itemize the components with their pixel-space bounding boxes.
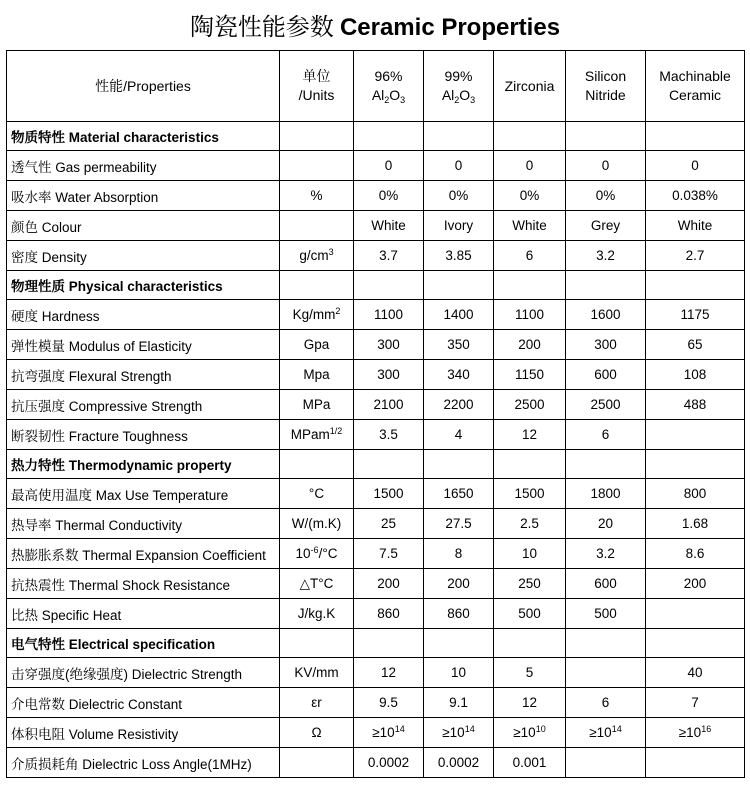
header-silicon-nitride-line2: Nitride: [585, 87, 626, 103]
section-empty-cell: [494, 122, 566, 151]
value-cell: 2500: [566, 390, 646, 420]
value-cell: 1500: [354, 479, 424, 509]
section-empty-cell: [424, 122, 494, 151]
table-row: [7, 599, 745, 629]
header-row: [7, 51, 745, 122]
unit-exponent: 1/2: [329, 426, 343, 436]
header-96-alumina-sub2: 2: [384, 95, 390, 105]
value-cell: 6: [494, 241, 566, 271]
header-silicon-nitride-line1: Silicon: [584, 68, 627, 84]
table-row: [7, 181, 745, 211]
value-cell: 1100: [354, 300, 424, 330]
value-exponent: 14: [464, 724, 475, 734]
header-99-alumina-sub2: 2: [454, 95, 460, 105]
property-cell: 比热 Specific Heat: [7, 599, 280, 629]
value-cell: 3.7: [354, 241, 424, 271]
table-row: [7, 330, 745, 360]
section-row: [7, 450, 745, 479]
property-cell: 透气性 Gas permeability: [7, 151, 280, 181]
value-cell: [646, 420, 745, 450]
section-empty-cell: [354, 271, 424, 300]
property-cell: 抗热震性 Thermal Shock Resistance: [7, 569, 280, 599]
property-cell: 击穿强度(绝缘强度) Dielectric Strength: [7, 658, 280, 688]
value-cell: 0: [424, 151, 494, 181]
header-property: 性能/Properties: [7, 51, 280, 122]
value-cell: 3.5: [354, 420, 424, 450]
value-cell: 0: [494, 151, 566, 181]
unit-text: εr: [311, 695, 322, 710]
value-cell: 2100: [354, 390, 424, 420]
title-en: Ceramic Properties: [339, 14, 561, 41]
value-exponent: 10: [535, 724, 546, 734]
value-cell: 300: [354, 360, 424, 390]
value-cell: 1400: [424, 300, 494, 330]
unit-text: KV/mm: [294, 665, 339, 680]
unit-cell: [280, 569, 354, 599]
section-row: [7, 629, 745, 658]
value-base: ≥10: [442, 725, 465, 740]
unit-text: MPam: [290, 427, 330, 442]
value-cell: 350: [424, 330, 494, 360]
unit-text: △T°C: [299, 575, 334, 591]
header-96-alumina: [354, 51, 424, 122]
section-empty-cell: [424, 629, 494, 658]
unit-text: J/kg.K: [297, 606, 336, 621]
section-title: 物质特性 Material characteristics: [7, 122, 280, 151]
section-empty-cell: [646, 450, 745, 479]
table-row: [7, 748, 745, 778]
value-cell: 25: [354, 509, 424, 539]
section-empty-cell: [494, 629, 566, 658]
unit-base: 10: [295, 546, 311, 561]
unit-text: MPa: [302, 397, 331, 412]
section-empty-cell: [566, 271, 646, 300]
value-cell: 9.1: [424, 688, 494, 718]
value-cell: 40: [646, 658, 745, 688]
header-99-alumina-sub3: 3: [470, 95, 476, 105]
value-cell: 1.68: [646, 509, 745, 539]
unit-cell: [280, 718, 354, 748]
table-row: [7, 509, 745, 539]
unit-exponent: 2: [335, 306, 341, 316]
property-cell: 最高使用温度 Max Use Temperature: [7, 479, 280, 509]
value-cell: 9.5: [354, 688, 424, 718]
value-cell: 200: [494, 330, 566, 360]
property-cell: 介质损耗角 Dielectric Loss Angle(1MHz): [7, 748, 280, 778]
header-units: [280, 51, 354, 122]
table-row: [7, 420, 745, 450]
value-cell: 8: [424, 539, 494, 569]
header-96-alumina-sub3: 3: [400, 95, 406, 105]
value-cell: 800: [646, 479, 745, 509]
header-96-alumina-al: Al: [371, 87, 385, 103]
property-cell: 热膨胀系数 Thermal Expansion Coefficient: [7, 539, 280, 569]
value-cell: 12: [494, 688, 566, 718]
value-cell: 200: [354, 569, 424, 599]
value-cell: 0: [354, 151, 424, 181]
section-empty-cell: [646, 271, 745, 300]
unit-exponent: -6: [310, 545, 319, 555]
value-cell: [566, 748, 646, 778]
property-cell: 抗弯强度 Flexural Strength: [7, 360, 280, 390]
value-cell: 0.038%: [646, 181, 745, 211]
header-99-alumina-o: O: [459, 87, 471, 103]
value-cell: [646, 599, 745, 629]
value-cell: 500: [494, 599, 566, 629]
value-cell: 65: [646, 330, 745, 360]
section-title: 热力特性 Thermodynamic property: [7, 450, 280, 479]
section-empty-cell: [494, 450, 566, 479]
properties-table: [6, 50, 745, 778]
table-row: [7, 151, 745, 181]
section-row: [7, 271, 745, 300]
value-cell: 1800: [566, 479, 646, 509]
value-cell: 0%: [424, 181, 494, 211]
section-empty-cell: [280, 629, 354, 658]
title-cn: 陶瓷性能参数: [189, 13, 334, 41]
value-base: ≥10: [513, 725, 536, 740]
value-cell: 0.001: [494, 748, 566, 778]
property-cell: 介电常数 Dielectric Constant: [7, 688, 280, 718]
value-cell: 3.2: [566, 539, 646, 569]
value-cell: 600: [566, 569, 646, 599]
value-cell: 340: [424, 360, 494, 390]
section-empty-cell: [354, 450, 424, 479]
unit-rest: /°C: [318, 546, 338, 561]
value-cell: [646, 748, 745, 778]
header-machinable-ceramic-line1: Machinable: [659, 68, 731, 84]
unit-cell: [280, 390, 354, 420]
value-cell: 20: [566, 509, 646, 539]
unit-cell: [280, 300, 354, 330]
value-cell: Ivory: [424, 211, 494, 241]
value-cell: 250: [494, 569, 566, 599]
value-exponent: 14: [394, 724, 405, 734]
table-row: [7, 569, 745, 599]
header-96-alumina-o: O: [389, 87, 401, 103]
unit-text: Ω: [311, 725, 322, 740]
section-row: [7, 122, 745, 151]
value-cell: Grey: [566, 211, 646, 241]
value-cell: 300: [354, 330, 424, 360]
section-empty-cell: [566, 629, 646, 658]
value-cell: 1500: [494, 479, 566, 509]
value-cell: 0: [646, 151, 745, 181]
unit-cell: [280, 420, 354, 450]
value-cell: 3.85: [424, 241, 494, 271]
table-row: [7, 211, 745, 241]
unit-cell: [280, 360, 354, 390]
unit-text: Mpa: [303, 367, 330, 382]
page-title: [0, 12, 750, 43]
value-base: ≥10: [589, 725, 612, 740]
value-cell: [494, 718, 566, 748]
header-units-en: /Units: [298, 87, 335, 103]
value-cell: 1175: [646, 300, 745, 330]
value-cell: 5: [494, 658, 566, 688]
property-cell: 体积电阻 Volume Resistivity: [7, 718, 280, 748]
table-row: [7, 241, 745, 271]
table-row: [7, 360, 745, 390]
value-cell: 860: [424, 599, 494, 629]
value-cell: 0.0002: [424, 748, 494, 778]
value-cell: 10: [494, 539, 566, 569]
unit-text: %: [310, 188, 323, 203]
value-cell: 1100: [494, 300, 566, 330]
value-cell: 500: [566, 599, 646, 629]
section-empty-cell: [354, 629, 424, 658]
header-machinable-ceramic-line2: Ceramic: [668, 87, 722, 103]
table-row: [7, 658, 745, 688]
section-title: 电气特性 Electrical specification: [7, 629, 280, 658]
unit-cell: [280, 509, 354, 539]
value-base: ≥10: [372, 725, 395, 740]
unit-cell: [280, 748, 354, 778]
header-96-alumina-line1: 96%: [374, 68, 403, 84]
property-cell: 弹性模量 Modulus of Elasticity: [7, 330, 280, 360]
unit-exponent: 3: [328, 247, 334, 257]
table-row: [7, 539, 745, 569]
section-empty-cell: [354, 122, 424, 151]
header-99-alumina-line1: 99%: [444, 68, 473, 84]
value-cell: 108: [646, 360, 745, 390]
unit-cell: [280, 599, 354, 629]
value-cell: 12: [354, 658, 424, 688]
property-cell: 颜色 Colour: [7, 211, 280, 241]
unit-text: W/(m.K): [291, 516, 342, 531]
value-cell: 600: [566, 360, 646, 390]
value-exponent: 14: [611, 724, 622, 734]
section-empty-cell: [494, 271, 566, 300]
value-cell: 1150: [494, 360, 566, 390]
value-cell: 2200: [424, 390, 494, 420]
value-cell: 200: [424, 569, 494, 599]
table-row: [7, 390, 745, 420]
section-empty-cell: [280, 271, 354, 300]
value-cell: 10: [424, 658, 494, 688]
section-empty-cell: [566, 122, 646, 151]
value-cell: 12: [494, 420, 566, 450]
property-cell: 断裂韧性 Fracture Toughness: [7, 420, 280, 450]
value-cell: White: [494, 211, 566, 241]
section-title: 物理性质 Physical characteristics: [7, 271, 280, 300]
value-cell: 0%: [494, 181, 566, 211]
value-cell: 1650: [424, 479, 494, 509]
value-cell: [354, 718, 424, 748]
section-empty-cell: [566, 450, 646, 479]
unit-cell: [280, 479, 354, 509]
table-row: [7, 479, 745, 509]
unit-cell: [280, 330, 354, 360]
value-cell: 4: [424, 420, 494, 450]
header-machinable-ceramic: [646, 51, 745, 122]
value-cell: [566, 658, 646, 688]
value-cell: 300: [566, 330, 646, 360]
value-cell: 0%: [354, 181, 424, 211]
table-row: [7, 688, 745, 718]
value-cell: 7.5: [354, 539, 424, 569]
value-cell: 27.5: [424, 509, 494, 539]
unit-cell: [280, 181, 354, 211]
header-silicon-nitride: [566, 51, 646, 122]
value-cell: [646, 718, 745, 748]
value-cell: 0.0002: [354, 748, 424, 778]
section-empty-cell: [646, 629, 745, 658]
value-cell: 200: [646, 569, 745, 599]
value-cell: 7: [646, 688, 745, 718]
value-cell: [566, 718, 646, 748]
value-cell: 0%: [566, 181, 646, 211]
table-row: [7, 718, 745, 748]
value-cell: 6: [566, 420, 646, 450]
value-cell: 0: [566, 151, 646, 181]
section-empty-cell: [424, 450, 494, 479]
property-cell: 密度 Density: [7, 241, 280, 271]
unit-text: Gpa: [303, 337, 330, 352]
unit-text: g/cm: [299, 248, 329, 263]
value-cell: 1600: [566, 300, 646, 330]
value-cell: White: [354, 211, 424, 241]
value-cell: 8.6: [646, 539, 745, 569]
property-cell: 吸水率 Water Absorption: [7, 181, 280, 211]
section-empty-cell: [280, 122, 354, 151]
value-cell: 2.7: [646, 241, 745, 271]
value-cell: 6: [566, 688, 646, 718]
table-body: [7, 51, 745, 778]
value-cell: 860: [354, 599, 424, 629]
unit-cell: [280, 658, 354, 688]
unit-cell: [280, 688, 354, 718]
unit-cell: [280, 151, 354, 181]
section-empty-cell: [424, 271, 494, 300]
value-exponent: 16: [701, 724, 712, 734]
value-cell: 488: [646, 390, 745, 420]
property-cell: 热导率 Thermal Conductivity: [7, 509, 280, 539]
header-units-cn: 单位: [302, 68, 331, 84]
value-cell: 3.2: [566, 241, 646, 271]
header-99-alumina-al: Al: [441, 87, 455, 103]
header-99-alumina: [424, 51, 494, 122]
value-cell: 2500: [494, 390, 566, 420]
section-empty-cell: [646, 122, 745, 151]
value-cell: [424, 718, 494, 748]
unit-cell: [280, 211, 354, 241]
value-base: ≥10: [678, 725, 702, 740]
section-empty-cell: [280, 450, 354, 479]
unit-text: Kg/mm: [292, 307, 336, 322]
property-cell: 抗压强度 Compressive Strength: [7, 390, 280, 420]
value-cell: 2.5: [494, 509, 566, 539]
unit-text: °C: [308, 486, 325, 501]
table-row: [7, 300, 745, 330]
value-cell: White: [646, 211, 745, 241]
header-zirconia: Zirconia: [494, 51, 566, 122]
unit-cell: [280, 241, 354, 271]
property-cell: 硬度 Hardness: [7, 300, 280, 330]
unit-cell: [280, 539, 354, 569]
